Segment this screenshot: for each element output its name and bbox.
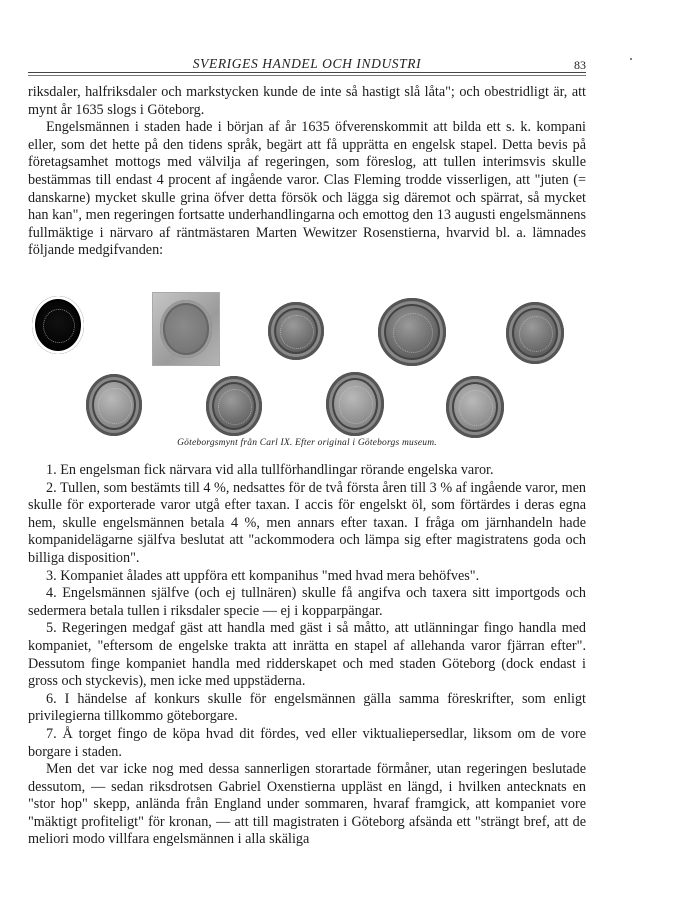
list-item: 6. I händelse af konkurs skulle för engelsmännen gälla samma föreskrifter, som enligt privilegierna tillkommo göteborgare. (28, 690, 586, 725)
list-item: 1. En engelsman fick närvara vid alla tullförhandlingar rörande engelska varor. (46, 462, 494, 478)
list-item: 5. Regeringen medgaf gäst att handla med gäst i så måtto, att utlänningar fingo handla med kompaniet, "eftersom de engelske trakta att inrätta en stapel af allehanda varor fjärran efter". Dessutom finge kompaniet handla med ridderskapet och med staden Göteborg (dock endast i gross och styckevis), men icke med uppstäderna. (28, 620, 586, 690)
running-title: SVERIGES HANDEL OCH INDUSTRI (192, 56, 422, 71)
coin-image-square (152, 292, 220, 366)
coin-image (206, 376, 262, 436)
body-text-top (28, 84, 586, 260)
running-header (28, 56, 586, 72)
paragraph: Men det var icke nog med dessa sannerligen storartade förmåner, utan regeringen beslutade dessutom, — sedan riksdrotsen Gabriel Oxenstierna uppläst en längd, i hvilken antecknats en "stor hop" skepp, anlända från England under sommaren, hvaraf framgick, att kompaniet vore "mäktigt profiteligt" för kronan, — att till magistraten i Göteborg afsända ett "strängt bref, att de meliori modo villfara engelsmännen i alla skäliga (28, 761, 586, 848)
scan-speck (630, 58, 632, 60)
coin-image (32, 296, 84, 354)
coin-image (378, 298, 446, 366)
body-text-bottom (28, 462, 586, 849)
coin-image (506, 302, 564, 364)
header-rule (28, 72, 586, 73)
header-rule-thin (28, 75, 586, 76)
list-item: 4. Engelsmännen själfve (och ej tullnären) skulle få angifva och taxera sitt importgods och sedermera betala tullen i riksdaler specie — ej i kopparpängar. (28, 585, 586, 619)
coin-image (268, 302, 324, 360)
coin-figure (28, 290, 586, 450)
paragraph: Engelsmännen i staden hade i början af år 1635 öfverenskommit att bilda ett s. k. kompani eller, som det hette på den tidens språk, begärt att få upprätta en engelsk stapel. Detta bevis på företagsamhet mottogs med välvilja af regeringen, som föreslog, att tullen interimsvis skulle bestämmas till endast 4 procent af ingående varor. Clas Fleming trodde visserligen, att "juten (= danskarne) mycket skulle grina öfver detta försök och lägga sig däremot och spärrat, så mycket han kan", men regeringen fortsatte underhandlingarna och emottog den 13 augusti engelsmännens fullmäktige i närvaro af räntmästaren Marten Wewitzer Rosenstierna, hvarvid bl. a. lämnades följande medgifvanden: (28, 119, 586, 259)
page-number: 83 (574, 58, 586, 72)
list-item: 7. Å torget fingo de köpa hvad dit fördes, ved eller viktualiepersedlar, liksom om de vore borgare i staden. (28, 725, 586, 760)
paragraph: riksdaler, halfriksdaler och markstycken kunde de inte så hastigt slå låta"; och obestridligt är, att mynt år 1635 slogs i Göteborg. (28, 84, 586, 118)
coin-image (326, 372, 384, 436)
coin-image (446, 376, 504, 438)
coin-image (86, 374, 142, 436)
list-item: 3. Kompaniet ålades att uppföra ett kompanihus "med hvad mera behöfves". (46, 567, 480, 584)
figure-caption: Göteborgsmynt från Carl IX. Efter original i Göteborgs museum. (177, 438, 437, 448)
list-item: 2. Tullen, som bestämts till 4 %, nedsattes för de två första åren till 3 % af ingående varor, men skulle för exporterade varor utgå efter taxan. I accis för engelskt öl, som förtärdes i deras egna hem, skulle engelsmännen betala 4 %, men annars efter taxan. I fråga om järnhandeln hade kompanidelägarne själfva beslutat att "ackommodera och lämpa sig efter magistratens goda och billiga disposition". (28, 479, 586, 566)
